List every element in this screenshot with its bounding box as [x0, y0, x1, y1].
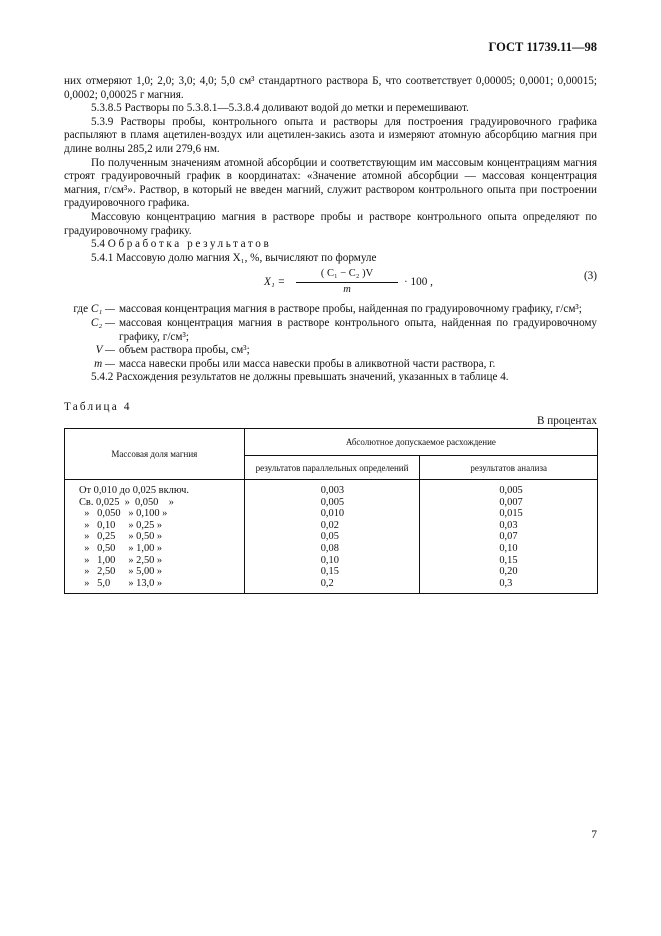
table-row [65, 531, 598, 543]
table-caption: Таблица 4 [64, 401, 132, 413]
cell-analysis: 0,3 [420, 578, 598, 594]
table-row [65, 578, 598, 594]
paragraph-calibration: По полученным значениям атомной абсорбции и соответствующим им массовым концентрациям магния строят градуировочный график в координатах: «Значение атомной абсорбции — массовая концентрация магния, г/см³». Раствор, в который не введен магний, служит раствором контрольного опыта при построении градуировочного графика. [64, 156, 597, 210]
page-number: 7 [591, 829, 597, 841]
definition-text: массовая концентрация магния в растворе контрольного опыта, найденная по градуировочному графику, г/см³; [119, 316, 597, 343]
cell-analysis: 0,03 [420, 520, 598, 532]
table-4 [64, 428, 598, 594]
table-unit: В процентах [537, 415, 597, 427]
cell-range: » 5,0 » 13,0 » [65, 578, 245, 594]
standard-designation: ГОСТ 11739.11—98 [488, 40, 597, 54]
paragraph-5-4-2: 5.4.2 Расхождения результатов не должны превышать значений, указанных в таблице 4. [91, 371, 509, 384]
section-heading [64, 238, 597, 252]
definition-text: масса навески пробы или масса навески пробы в аликвотной части раствора, г. [119, 357, 496, 370]
definition-c1 [64, 303, 597, 317]
definition-symbol: C₁ — [90, 303, 115, 316]
cell-range: » 0,25 » 0,50 » [65, 531, 245, 543]
table-row [65, 508, 598, 520]
cell-parallel: 0,15 [244, 566, 420, 578]
definition-c2 [64, 317, 597, 344]
formula-number: (3) [583, 270, 597, 283]
cell-analysis: 0,015 [420, 508, 598, 520]
cell-range: » 1,00 » 2,50 » [65, 555, 245, 567]
cell-parallel: 0,02 [244, 520, 420, 532]
paragraph-continuation: них отмеряют 1,0; 2,0; 3,0; 4,0; 5,0 см³ стандартного раствора Б, что соответствует 0,00005; 0,0001; 0,00015; 0,0002; 0,00025 г магния. [64, 75, 597, 101]
table-row [65, 480, 598, 497]
cell-analysis: 0,20 [420, 566, 598, 578]
cell-parallel: 0,003 [244, 480, 420, 497]
document-body [64, 75, 597, 385]
cell-analysis: 0,10 [420, 543, 598, 555]
header-analysis: результатов анализа [420, 456, 598, 480]
cell-range: Св. 0,025 » 0,050 » [65, 497, 245, 509]
definition-symbol: C₂ — [90, 316, 115, 329]
cell-parallel: 0,2 [244, 578, 420, 594]
cell-parallel: 0,005 [244, 497, 420, 509]
cell-analysis: 0,007 [420, 497, 598, 509]
definition-v [64, 344, 597, 358]
cell-range: » 2,50 » 5,00 » [65, 566, 245, 578]
definition-intro: где [73, 303, 89, 316]
cell-range: » 0,10 » 0,25 » [65, 520, 245, 532]
header-mass-fraction: Массовая доля магния [65, 429, 245, 480]
definition-text: массовая концентрация магния в растворе пробы, найденная по градуировочному графику, г/см³; [119, 303, 582, 316]
formula-numerator: ( C₁ − C₂ )V [296, 267, 398, 283]
table-row [65, 555, 598, 567]
cell-parallel: 0,10 [244, 555, 420, 567]
paragraph-5-3-8-5: 5.3.8.5 Растворы по 5.3.8.1—5.3.8.4 доливают водой до метки и перемешивают. [91, 102, 469, 115]
section-number: 5.4 [91, 238, 105, 251]
definition-m [64, 358, 597, 372]
formula-fraction [296, 267, 398, 296]
cell-parallel: 0,08 [244, 543, 420, 555]
symbol-definitions [64, 303, 597, 371]
definition-symbol: m — [94, 357, 115, 370]
table-row [65, 543, 598, 555]
formula-lhs: X₁ = [264, 276, 286, 289]
table-row [65, 497, 598, 509]
paragraph-determination: Массовую концентрацию магния в растворе пробы и растворе контрольного опыта определяют по градуировочному графику. [64, 210, 597, 237]
cell-range: » 0,50 » 1,00 » [65, 543, 245, 555]
formula-3 [64, 266, 597, 300]
header-parallel: результатов параллельных определений [244, 456, 420, 480]
cell-analysis: 0,005 [420, 480, 598, 497]
cell-analysis: 0,15 [420, 555, 598, 567]
cell-parallel: 0,05 [244, 531, 420, 543]
formula-multiplier: · 100 , [404, 276, 433, 289]
table-row [65, 566, 598, 578]
cell-range: » 0,050 » 0,100 » [65, 508, 245, 520]
definition-text: объем раствора пробы, см³; [119, 344, 250, 357]
table-row [65, 520, 598, 532]
cell-analysis: 0,07 [420, 531, 598, 543]
definition-symbol: V — [95, 344, 115, 357]
paragraph-5-3-9: 5.3.9 Растворы пробы, контрольного опыта и растворы для построения градуировочного графика распыляют в пламя ацетилен-воздух или ацетилен-закись азота и измеряют атомную абсорбцию магния при длине волны 285,2 или 279,6 нм. [64, 115, 597, 155]
header-tolerance: Абсолютное допускаемое расхождение [244, 429, 597, 456]
section-title: Обработка результатов [107, 238, 272, 251]
paragraph-5-4-1: 5.4.1 Массовую долю магния X₁, %, вычисляют по формуле [91, 251, 377, 264]
cell-range: От 0,010 до 0,025 включ. [65, 480, 245, 497]
cell-parallel: 0,010 [244, 508, 420, 520]
formula-denominator: m [343, 283, 351, 295]
